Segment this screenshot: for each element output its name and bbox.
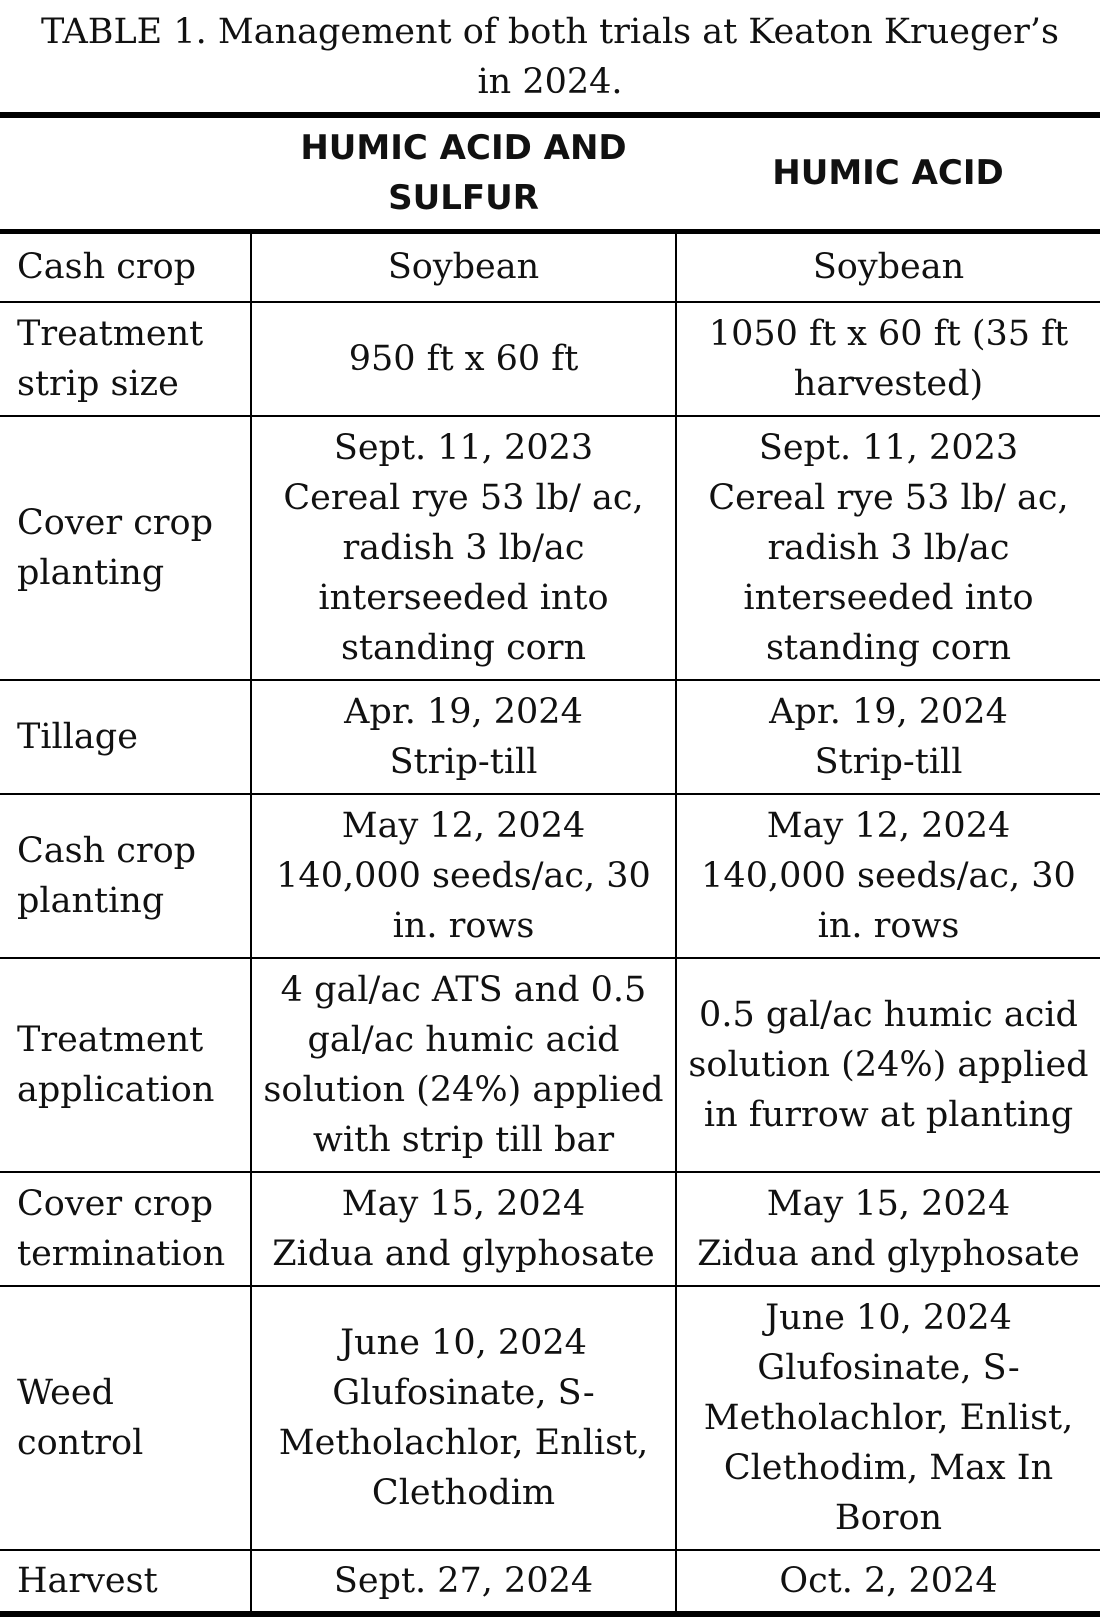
header-cell-empty bbox=[0, 115, 251, 231]
table-row bbox=[0, 231, 1100, 302]
table-cell: Sept. 11, 2023 Cereal rye 53 lb/ ac, radish 3 lb/ac interseeded into standing corn bbox=[676, 416, 1100, 680]
row-label: Cover crop termination bbox=[0, 1172, 251, 1286]
header-row bbox=[0, 115, 1100, 231]
table-row bbox=[0, 1550, 1100, 1614]
table-row bbox=[0, 958, 1100, 1172]
table-cell: Sept. 27, 2024 bbox=[251, 1550, 676, 1614]
row-label: Weed control bbox=[0, 1286, 251, 1550]
table-row bbox=[0, 302, 1100, 416]
row-label: Harvest bbox=[0, 1550, 251, 1614]
table-cell: 0.5 gal/ac humic acid solution (24%) applied in furrow at planting bbox=[676, 958, 1100, 1172]
table-cell: May 15, 2024 Zidua and glyphosate bbox=[251, 1172, 676, 1286]
table-cell: June 10, 2024 Glufosinate, S-Metholachlor, Enlist, Clethodim bbox=[251, 1286, 676, 1550]
row-label: Treatment strip size bbox=[0, 302, 251, 416]
header-cell-humic-acid: HUMIC ACID bbox=[676, 115, 1100, 231]
table-row bbox=[0, 680, 1100, 794]
management-table bbox=[0, 112, 1100, 1617]
header-cell-humic-acid-and-sulfur: HUMIC ACID AND SULFUR bbox=[251, 115, 676, 231]
table-cell: Oct. 2, 2024 bbox=[676, 1550, 1100, 1614]
table-cell: Apr. 19, 2024 Strip-till bbox=[251, 680, 676, 794]
table-row bbox=[0, 1286, 1100, 1550]
table-cell: Soybean bbox=[251, 231, 676, 302]
table-cell: 950 ft x 60 ft bbox=[251, 302, 676, 416]
row-label: Treatment application bbox=[0, 958, 251, 1172]
row-label: Cash crop bbox=[0, 231, 251, 302]
table-cell: Sept. 11, 2023 Cereal rye 53 lb/ ac, radish 3 lb/ac interseeded into standing corn bbox=[251, 416, 676, 680]
table-row bbox=[0, 1172, 1100, 1286]
row-label: Cover crop planting bbox=[0, 416, 251, 680]
table-cell: Apr. 19, 2024 Strip-till bbox=[676, 680, 1100, 794]
table-cell: May 15, 2024 Zidua and glyphosate bbox=[676, 1172, 1100, 1286]
table-cell: May 12, 2024 140,000 seeds/ac, 30 in. rows bbox=[251, 794, 676, 958]
table-cell: 4 gal/ac ATS and 0.5 gal/ac humic acid solution (24%) applied with strip till bar bbox=[251, 958, 676, 1172]
table-cell: June 10, 2024 Glufosinate, S-Metholachlor, Enlist, Clethodim, Max In Boron bbox=[676, 1286, 1100, 1550]
row-label: Cash crop planting bbox=[0, 794, 251, 958]
table-caption: TABLE 1. Management of both trials at Keaton Krueger’s in 2024. bbox=[41, 12, 1059, 102]
table-row bbox=[0, 416, 1100, 680]
table-row bbox=[0, 794, 1100, 958]
table-cell: Soybean bbox=[676, 231, 1100, 302]
row-label: Tillage bbox=[0, 680, 251, 794]
table-cell: May 12, 2024 140,000 seeds/ac, 30 in. rows bbox=[676, 794, 1100, 958]
table-cell: 1050 ft x 60 ft (35 ft harvested) bbox=[676, 302, 1100, 416]
